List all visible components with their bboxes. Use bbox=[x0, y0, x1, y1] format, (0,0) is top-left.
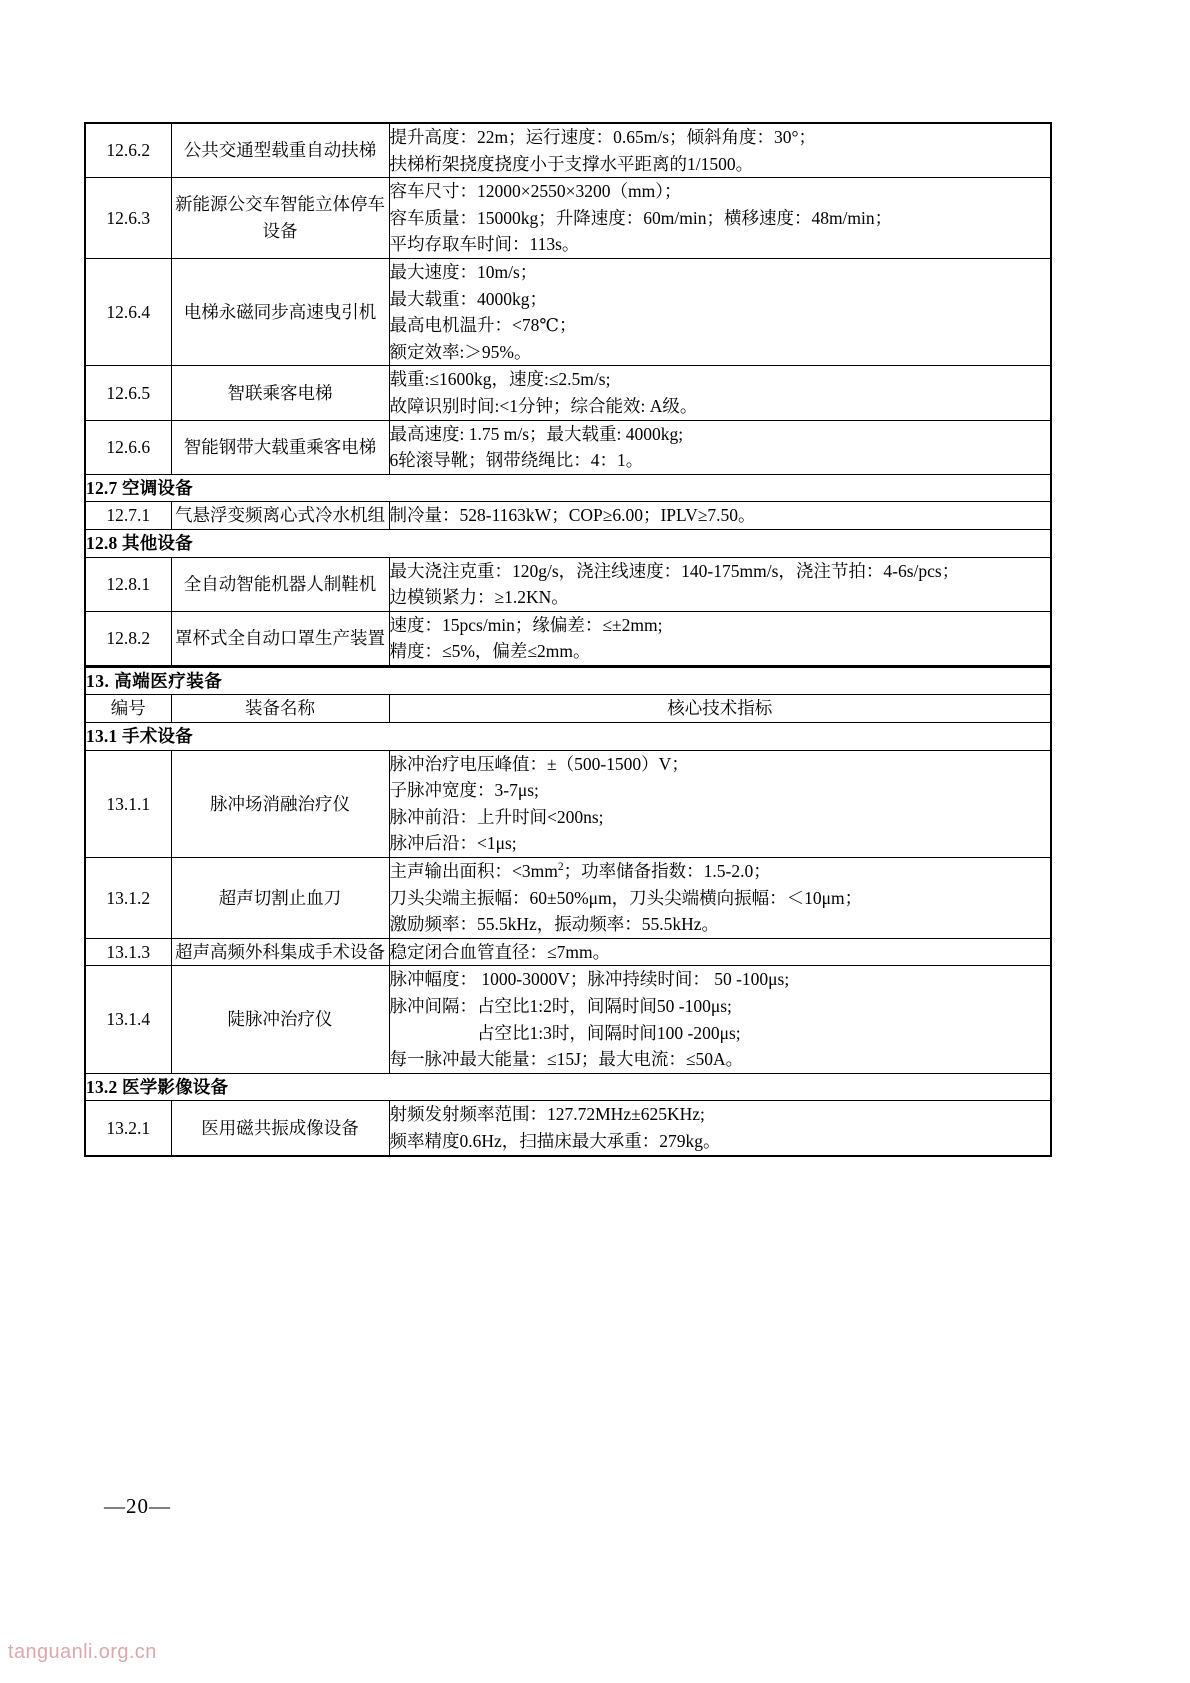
spec-line: 子脉冲宽度：3-7μs; bbox=[389, 780, 539, 801]
spec-cell bbox=[389, 858, 1051, 939]
equipment-name: 超声高频外科集成手术设备 bbox=[171, 938, 389, 966]
section-heading: 13.2 医学影像设备 bbox=[85, 1073, 1051, 1101]
spec-line: 占空比1:3时，间隔时间100 -200μs; bbox=[389, 1022, 741, 1043]
spec-line: 边模锁紧力：≥1.2KN。 bbox=[389, 587, 569, 608]
spec-line: 制冷量：528-1163kW；COP≥6.00；IPLV≥7.50。 bbox=[389, 505, 756, 526]
section-heading-row bbox=[85, 723, 1051, 751]
equipment-name: 新能源公交车智能立体停车设备 bbox=[171, 178, 389, 259]
equipment-name: 全自动智能机器人制鞋机 bbox=[171, 557, 389, 611]
spec-line: 载重:≤1600kg，速度:≤2.5m/s; bbox=[389, 369, 611, 390]
spec-line: 主声输出面积：$<3mm^2$；功率储备指数：1.5-2.0； bbox=[389, 861, 771, 882]
column-header-3: 核心技术指标 bbox=[389, 695, 1051, 723]
spec-line: 稳定闭合血管直径：≤7mm。 bbox=[389, 941, 611, 962]
equipment-name: 智能钢带大载重乘客电梯 bbox=[171, 420, 389, 474]
section-heading-row bbox=[85, 1073, 1051, 1101]
table-row bbox=[85, 420, 1051, 474]
section-heading: 12.8 其他设备 bbox=[85, 529, 1051, 557]
table-row bbox=[85, 966, 1051, 1073]
spec-line: 脉冲幅度： 1000-3000V；脉冲持续时间： 50 -100μs; bbox=[389, 969, 790, 990]
spec-line: 脉冲治疗电压峰值：±（500-1500）V； bbox=[389, 753, 689, 774]
equipment-name: 超声切割止血刀 bbox=[171, 858, 389, 939]
spec-line: 最大浇注克重：120g/s，浇注线速度：140-175mm/s，浇注节拍：4-6s/pcs； bbox=[389, 560, 960, 581]
spec-line: 6轮滚导靴；钢带绕绳比：4：1。 bbox=[389, 450, 644, 471]
spec-line: 扶梯桁架挠度挠度小于支撑水平距离的1/1500。 bbox=[389, 153, 754, 174]
spec-line: 脉冲间隔：占空比1:2时，间隔时间50 -100μs; bbox=[389, 996, 732, 1016]
row-id: 12.6.2 bbox=[85, 123, 171, 178]
row-id: 12.8.1 bbox=[85, 557, 171, 611]
table-row bbox=[85, 178, 1051, 259]
row-id: 12.6.6 bbox=[85, 420, 171, 474]
spec-cell bbox=[389, 123, 1051, 178]
spec-cell bbox=[389, 366, 1051, 420]
table-row bbox=[85, 938, 1051, 966]
equipment-name: 电梯永磁同步高速曳引机 bbox=[171, 258, 389, 365]
row-id: 13.1.1 bbox=[85, 750, 171, 857]
spec-line: 故障识别时间:<1分钟；综合能效: A级。 bbox=[389, 395, 698, 416]
equipment-table-12 bbox=[84, 122, 1052, 667]
spec-cell bbox=[389, 611, 1051, 666]
row-id: 13.1.3 bbox=[85, 938, 171, 966]
row-id: 13.2.1 bbox=[85, 1101, 171, 1156]
spec-line: 最高速度: 1.75 m/s；最大载重: 4000kg; bbox=[389, 423, 684, 444]
row-id: 12.6.5 bbox=[85, 366, 171, 420]
table-row bbox=[85, 1101, 1051, 1156]
spec-line: 速度：15pcs/min；缘偏差：≤±2mm; bbox=[389, 614, 663, 635]
spec-line: 提升高度：22m；运行速度：0.65m/s；倾斜角度：30°； bbox=[389, 127, 817, 147]
equipment-name: 气悬浮变频离心式冷水机组 bbox=[171, 502, 389, 530]
spec-line: 频率精度0.6Hz，扫描床最大承重：279kg。 bbox=[389, 1130, 721, 1151]
spec-cell bbox=[389, 420, 1051, 474]
spec-line: 最大速度：10m/s； bbox=[389, 261, 538, 282]
equipment-name: 脉冲场消融治疗仪 bbox=[171, 750, 389, 857]
section-heading: 13.1 手术设备 bbox=[85, 723, 1051, 751]
table-row bbox=[85, 258, 1051, 365]
column-header-2: 装备名称 bbox=[171, 695, 389, 723]
row-id: 13.1.4 bbox=[85, 966, 171, 1073]
table-row bbox=[85, 366, 1051, 420]
spec-cell bbox=[389, 750, 1051, 857]
spec-line: 刀头尖端主振幅：60±50%μm，刀头尖端横向振幅：＜10μm； bbox=[389, 887, 863, 908]
equipment-name: 公共交通型载重自动扶梯 bbox=[171, 123, 389, 178]
spec-line: 容车质量：15000kg；升降速度：60m/min；横移速度：48m/min； bbox=[389, 207, 893, 228]
spec-line: 容车尺寸：12000×2550×3200（mm）； bbox=[389, 181, 682, 202]
section-heading-row bbox=[85, 474, 1051, 502]
section-heading: 12.7 空调设备 bbox=[85, 474, 1051, 502]
spec-cell bbox=[389, 966, 1051, 1073]
table-row bbox=[85, 502, 1051, 530]
chapter-heading-row bbox=[85, 667, 1051, 695]
spec-line: 射频发射频率范围：127.72MHz±625KHz; bbox=[389, 1104, 705, 1125]
equipment-name: 医用磁共振成像设备 bbox=[171, 1101, 389, 1156]
spec-cell bbox=[389, 557, 1051, 611]
spec-line: 最大载重：4000kg； bbox=[389, 288, 547, 309]
equipment-table-13 bbox=[84, 666, 1052, 1157]
equipment-name: 智联乘客电梯 bbox=[171, 366, 389, 420]
row-id: 12.6.4 bbox=[85, 258, 171, 365]
site-watermark: tanguanli.org.cn bbox=[8, 1641, 157, 1663]
spec-cell bbox=[389, 258, 1051, 365]
spec-line: 脉冲前沿：上升时间<200ns; bbox=[389, 806, 604, 827]
table-13-body bbox=[85, 667, 1051, 1156]
spec-line: 最高电机温升：<78℃； bbox=[389, 315, 577, 336]
row-id: 12.8.2 bbox=[85, 611, 171, 666]
spec-line: 额定效率:＞95%。 bbox=[389, 341, 532, 362]
spec-cell bbox=[389, 1101, 1051, 1156]
table-row bbox=[85, 123, 1051, 178]
spec-line: 激励频率：55.5kHz，振动频率：55.5kHz。 bbox=[389, 914, 720, 935]
equipment-name: 罩杯式全自动口罩生产装置 bbox=[171, 611, 389, 666]
row-id: 13.1.2 bbox=[85, 858, 171, 939]
table-row bbox=[85, 750, 1051, 857]
table-row bbox=[85, 557, 1051, 611]
row-id: 12.6.3 bbox=[85, 178, 171, 259]
spec-line: 脉冲后沿：<1μs; bbox=[389, 833, 517, 854]
column-header-1: 编号 bbox=[85, 695, 171, 723]
spec-cell bbox=[389, 938, 1051, 966]
table-header-row bbox=[85, 695, 1051, 723]
spec-line: 精度：≤5%，偏差≤2mm。 bbox=[389, 641, 591, 662]
table-row bbox=[85, 858, 1051, 939]
spec-cell bbox=[389, 502, 1051, 530]
table-row bbox=[85, 611, 1051, 666]
section-heading-row bbox=[85, 529, 1051, 557]
spec-line: 每一脉冲最大能量：≤15J；最大电流：≤50A。 bbox=[389, 1049, 744, 1070]
page-number: —20— bbox=[104, 1494, 171, 1518]
table-12-body bbox=[85, 123, 1051, 666]
equipment-name: 陡脉冲治疗仪 bbox=[171, 966, 389, 1073]
row-id: 12.7.1 bbox=[85, 502, 171, 530]
chapter-heading: 13. 高端医疗装备 bbox=[85, 667, 1051, 695]
spec-cell bbox=[389, 178, 1051, 259]
spec-line: 平均存取车时间：113s。 bbox=[389, 234, 580, 255]
